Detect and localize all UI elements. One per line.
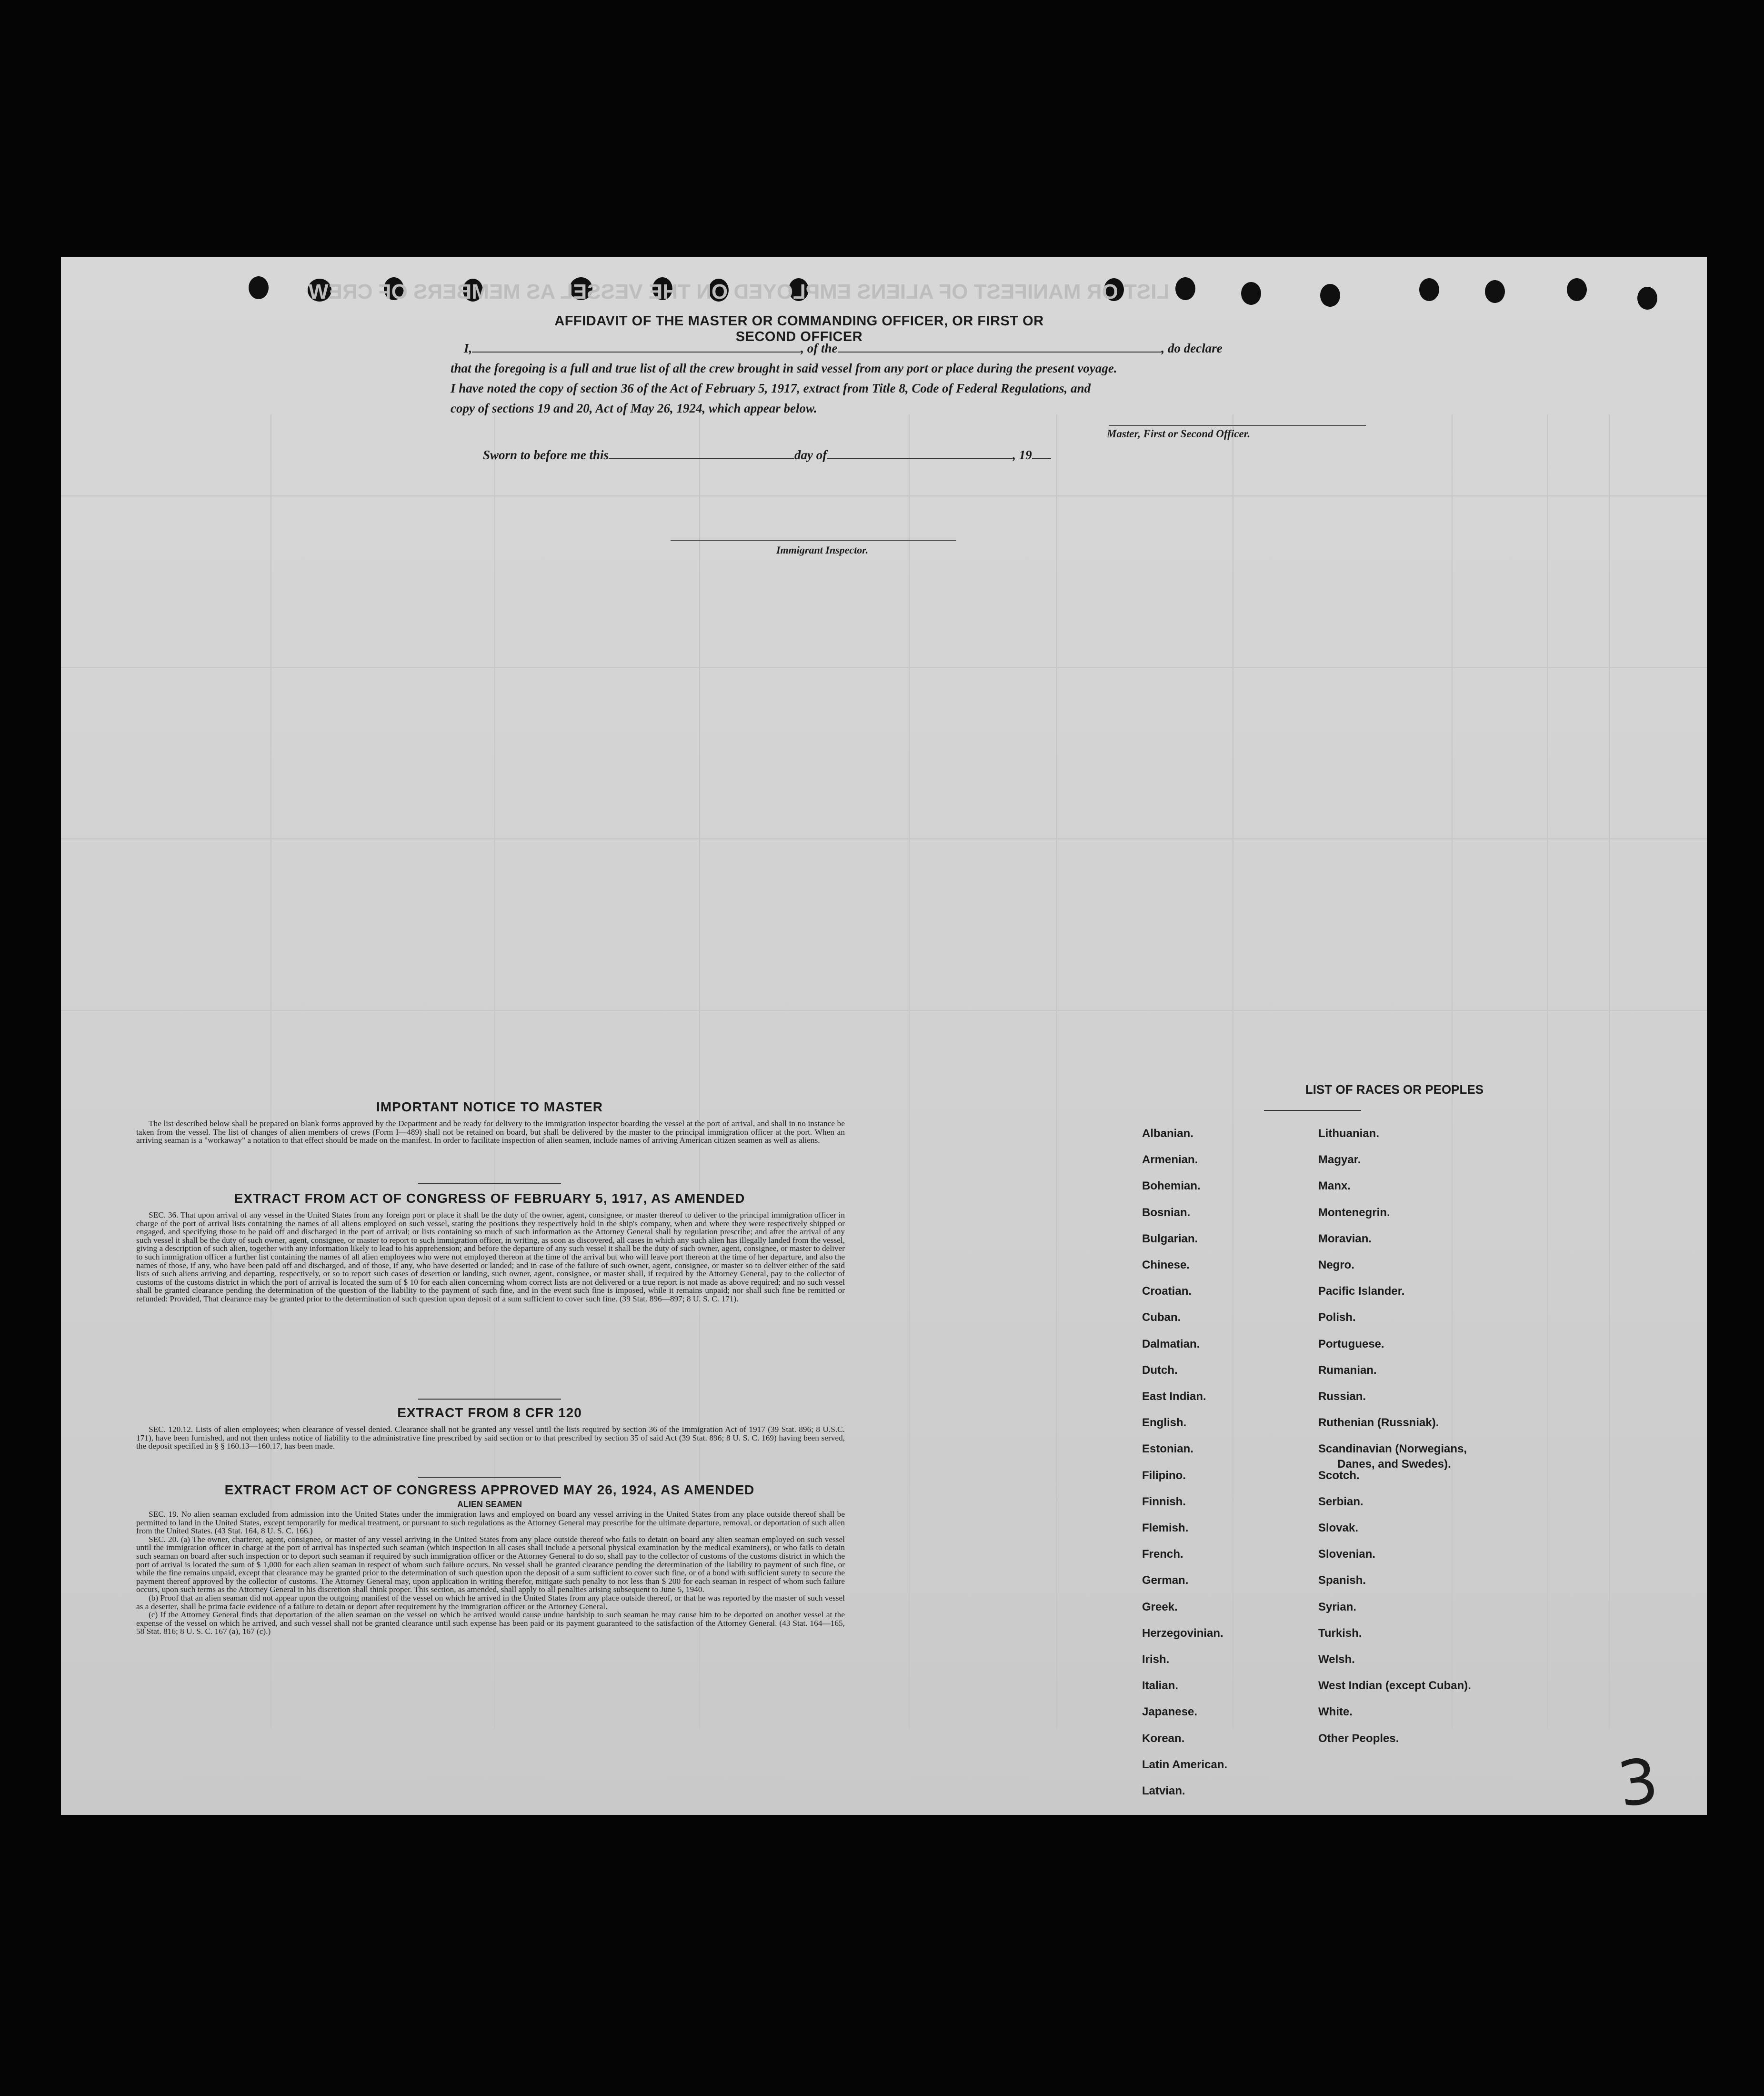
ghost-column-line: [1547, 414, 1548, 1729]
ghost-row-line: [61, 1010, 1707, 1011]
extract-cfr-title: EXTRACT FROM 8 CFR 120: [397, 1405, 582, 1420]
master-signature-line: [1109, 425, 1366, 426]
punch-hole: [1485, 280, 1505, 303]
master-name-blank: [472, 341, 801, 353]
races-title: LIST OF RACES OR PEOPLES: [1305, 1082, 1484, 1097]
race-entry: Chinese.: [1142, 1259, 1190, 1271]
punch-hole: [1419, 278, 1439, 301]
race-entry: Polish.: [1318, 1311, 1356, 1324]
race-entry: Russian.: [1318, 1390, 1366, 1403]
race-entry: Japanese.: [1142, 1705, 1198, 1719]
race-entry: Italian.: [1142, 1679, 1179, 1693]
affidavit-text-line: copy of sections 19 and 20, Act of May 26, 1924, which appear below.: [451, 401, 817, 415]
race-entry: Bosnian.: [1142, 1206, 1191, 1219]
affidavit-text-line: I have noted the copy of section 36 of the Act of February 5, 1917, extract from Title 8, Code of Federal Regulations, and: [451, 381, 1091, 395]
bleed-through-heading: LIST OR MANIFEST OF ALIENS EMPLOYED ON THE VESSEL AS MEMBERS OF CREW: [309, 280, 1170, 303]
race-entry: Armenian.: [1142, 1153, 1198, 1167]
race-entry: West Indian (except Cuban).: [1318, 1679, 1471, 1693]
extract-1917-body: [136, 1211, 845, 1303]
punch-hole: [249, 276, 269, 299]
race-entry: Slovenian.: [1318, 1548, 1376, 1561]
extract-1924-body: [136, 1510, 845, 1636]
notice-paragraph: The list described below shall be prepared on blank forms approved by the Department and be ready for delivery to the immigration inspector boarding the vessel at the port of arrival, and shall in no instance be taken from the vessel. The list of changes of alien members of crews (Form I—489) shall not be retained on board, but shall be delivered by the master to the principal immigration officer at the port. When an arriving seaman is a "workaway" a notation to that effect should be made on the manifest. In order to facilitate inspection of alien seamen, include names of arriving American citizen seamen as well as aliens.: [136, 1119, 845, 1145]
race-entry: Turkish.: [1318, 1626, 1362, 1640]
ghost-column-line: [1056, 414, 1057, 1729]
race-entry: Magyar.: [1318, 1153, 1361, 1167]
race-entry: Welsh.: [1318, 1653, 1355, 1666]
punch-hole: [1320, 284, 1340, 307]
race-entry: White.: [1318, 1705, 1353, 1719]
race-entry: Ruthenian (Russniak).: [1318, 1416, 1439, 1430]
extract-1917-title: EXTRACT FROM ACT OF CONGRESS OF FEBRUARY 5, 1917, AS AMENDED: [234, 1191, 745, 1206]
affidavit-declare-label: , do declare: [1161, 341, 1223, 355]
section-divider: [418, 1477, 561, 1478]
affidavit-declaration-line: [464, 341, 1223, 356]
race-entry: Montenegrin.: [1318, 1206, 1390, 1219]
punch-hole: [1637, 287, 1657, 310]
race-entry: Slovak.: [1318, 1522, 1359, 1534]
master-signature-label: Master, First or Second Officer.: [1107, 428, 1251, 440]
race-entry: Rumanian.: [1318, 1363, 1377, 1377]
race-entry: Other Peoples.: [1318, 1732, 1399, 1745]
race-entry: Korean.: [1142, 1732, 1185, 1745]
race-entry: Flemish.: [1142, 1522, 1189, 1534]
extract-1924-subtitle: ALIEN SEAMEN: [457, 1500, 522, 1509]
race-entry: Herzegovinian.: [1142, 1626, 1223, 1640]
race-entry: Dutch.: [1142, 1363, 1178, 1377]
section-divider: [418, 1399, 561, 1400]
race-entry: Danes, and Swedes).: [1337, 1458, 1451, 1471]
ghost-row-line: [61, 838, 1707, 839]
race-entry: German.: [1142, 1574, 1189, 1587]
race-entry: Negro.: [1318, 1259, 1355, 1271]
extract-1917-paragraph: SEC. 36. That upon arrival of any vessel in the United States from any foreign port or place it shall be the duty of the owner, agent, consignee, or master thereof to deliver to the principal immigration officer in charge of the port of arrival lists containing the names of all aliens employed on such vessel, stating the positions they respectively hold in the ship's company, when and where they were respectively shipped or engaged, and specifying those to be paid off and discharged in the port of arrival; or lists containing so much of such information as the Attorney General shall by regulation prescribe; and after the arrival of any such vessel it shall be the duty of such owner, agent, consignee, or master to report to such immigration officer, in writing, as soon as discovered, all cases in which any such alien has illegally landed from the vessel, giving a description of such alien, together with any information likely to lead to his apprehension; and before the departure of any such vessel it shall be the duty of such owner, agent, consignee, or master to deliver to such immigration officer a further list containing the names of all alien employees who were not employed thereon at the time of the arrival but who will leave port thereon at the time of her departure, and also the names of those, if any, who have been paid off and discharged, and of those, if any, who have deserted or landed; and in case of the failure of such owner, agent, consignee, or master so to deliver either of the said lists of such aliens arriving and departing, respectively, or so to report such cases of desertion or landing, such owner, agent, consignee, or master shall, if required by the Attorney General, pay to the collector of customs of the customs district in which the port of arrival is located the sum of $ 10 for each alien concerning whom correct lists are not delivered or a true report is not made as above required; and no such vessel shall be granted clearance pending the determination of the question of the liability to the payment of such fine, and in the event such fine is imposed, while it remains unpaid; nor shall such fine be remitted or refunded: Provided, That clearance may be granted prior to the determination of such question upon deposit of a sum sufficient to cover such fine. (39 Stat. 896—897; 8 U. S. C. 171).: [136, 1210, 845, 1303]
ghost-row-line: [61, 667, 1707, 668]
document-sheet: [61, 257, 1707, 1822]
affidavit-text-line: that the foregoing is a full and true list of all the crew brought in said vessel from any port or place during the present voyage.: [451, 361, 1117, 375]
ghost-column-line: [909, 414, 910, 1729]
race-entry: Filipino.: [1142, 1469, 1186, 1482]
races-title-underline: [1264, 1110, 1361, 1111]
vessel-name-blank: [838, 341, 1162, 353]
race-entry: Latin American.: [1142, 1758, 1228, 1771]
race-entry: Scandinavian (Norwegians,: [1318, 1442, 1467, 1456]
race-entry: Pacific Islander.: [1318, 1285, 1405, 1298]
race-entry: Estonian.: [1142, 1442, 1194, 1456]
section-divider: [418, 1183, 561, 1184]
handwritten-page-number: 3: [1613, 1743, 1663, 1822]
race-entry: Manx.: [1318, 1179, 1351, 1193]
extract-1924-title: EXTRACT FROM ACT OF CONGRESS APPROVED MAY 26, 1924, AS AMENDED: [224, 1482, 755, 1497]
race-entry: East Indian.: [1142, 1390, 1206, 1403]
race-entry: Bohemian.: [1142, 1179, 1201, 1193]
sec-20c-paragraph: (c) If the Attorney General finds that deportation of the alien seaman on the vessel on which he arrived would cause undue hardship to such seaman he may cause him to be deported on another vessel at the expense of the vessel on which he arrived, and such vessel shall not be granted clearance until such expense has been paid or its payment guaranteed to the satisfaction of the Attorney General. (43 Stat. 164—165, 58 Stat. 816; 8 U. S. C. 167 (a), 167 (c).): [136, 1610, 845, 1636]
extract-cfr-body: [136, 1425, 845, 1451]
race-entry: French.: [1142, 1548, 1183, 1561]
year-label: , 19: [1012, 448, 1032, 462]
affidavit-of-the-label: , of the: [801, 341, 838, 355]
punch-hole: [1241, 282, 1261, 305]
sworn-day-blank: [609, 448, 794, 459]
ghost-column-line: [1609, 414, 1610, 1729]
sworn-label: Sworn to before me this: [483, 448, 609, 462]
race-entry: Dalmatian.: [1142, 1337, 1200, 1350]
race-entry: Croatian.: [1142, 1285, 1192, 1298]
sec-20a-paragraph: SEC. 20. (a) The owner, charterer, agent, consignee, or master of any vessel arriving in the United States from any place outside thereof who fails to detain on board any alien seaman employed on such vessel until the immigration officer in charge at the port of arrival has inspected such seaman (which inspection in all cases shall include a personal physical examination by the medical examiners), or who fails to detain such seaman on board after such inspection or to deport such seaman if required by such immigration officer or the Attorney General to do so, shall pay to the collector of customs of the customs district in which the port of arrival is located the sum of $ 1,000 for each alien seaman in respect of whom such failure occurs. No vessel shall be granted clearance pending the determination of the liability to payment of such fine, or while the fine remains unpaid, except that clearance may be granted prior to the determination of such question upon the deposit of a sum sufficient to cover such fine, or of a bond with sufficient surety to secure the payment thereof approved by the collector of customs. The Attorney General may, upon application in writing therefor, mitigate such penalty to not less than $ 200 for each seaman in respect of whom such failure occurs, upon such terms as the Attorney General in his discretion shall think proper. This section, as amended, shall apply to all penalties arising subsequent to June 5, 1940.: [136, 1534, 845, 1594]
notice-title: IMPORTANT NOTICE TO MASTER: [376, 1099, 603, 1114]
sec-19-paragraph: SEC. 19. No alien seaman excluded from admission into the United States under the immigration laws and employed on board any vessel arriving in the United States from any place outside thereof shall be permitted to land in the United States, except temporarily for medical treatment, or pursuant to such regulations as the Attorney General may prescribe for the ultimate departure, removal, or deportation of such alien from the United States. (43 Stat. 164, 8 U. S. C. 166.): [136, 1510, 845, 1536]
punch-hole: [1175, 277, 1195, 300]
sworn-month-blank: [827, 448, 1012, 459]
race-entry: Greek.: [1142, 1600, 1178, 1613]
sworn-line: [483, 448, 1051, 463]
extract-cfr-paragraph: SEC. 120.12. Lists of alien employees; when clearance of vessel denied. Clearance shall not be granted any vessel until the lists required by section 36 of the Immigration Act of 1917 (39 Stat. 896; 8 U.S.C. 171), have been furnished, and not then unless notice of liability to the administrative fine prescribed by said section or to that prescribed by section 35 of said Act (39 Stat. 896; 8 U. S. C. 169) having been served, the deposit specified in § § 160.13—160.17, has been made.: [136, 1425, 845, 1451]
race-entry: Syrian.: [1318, 1600, 1357, 1613]
inspector-signature-line: [671, 540, 956, 541]
race-entry: Irish.: [1142, 1653, 1170, 1666]
race-entry: Scotch.: [1318, 1469, 1360, 1482]
race-entry: Serbian.: [1318, 1495, 1363, 1508]
race-entry: Lithuanian.: [1318, 1127, 1379, 1140]
notice-body: [136, 1119, 845, 1145]
sec-20b-paragraph: (b) Proof that an alien seaman did not appear upon the outgoing manifest of the vessel on which he arrived in the United States from any place outside thereof, or that he was reported by the master of such vessel as a deserter, shall be prima facie evidence of a failure to detain or deport after requirement by the immigration officer or the Attorney General.: [136, 1593, 845, 1611]
race-entry: Finnish.: [1142, 1495, 1186, 1508]
sworn-year-blank: [1032, 448, 1051, 459]
race-entry: Cuban.: [1142, 1311, 1181, 1324]
day-of-label: day of: [794, 448, 827, 462]
affidavit-i-label: I,: [464, 341, 472, 355]
race-entry: Latvian.: [1142, 1784, 1185, 1797]
race-entry: Portuguese.: [1318, 1337, 1384, 1350]
race-entry: Moravian.: [1318, 1232, 1372, 1245]
inspector-label: Immigrant Inspector.: [776, 544, 869, 556]
affidavit-title: AFFIDAVIT OF THE MASTER OR COMMANDING OFFICER, OR FIRST OR SECOND OFFICER: [554, 313, 1044, 344]
race-entry: English.: [1142, 1416, 1187, 1430]
ghost-row-line: [61, 495, 1707, 496]
ghost-column-line: [1452, 414, 1453, 1729]
race-entry: Bulgarian.: [1142, 1232, 1198, 1245]
race-entry: Albanian.: [1142, 1127, 1194, 1140]
punch-hole: [1567, 278, 1587, 301]
race-entry: Spanish.: [1318, 1574, 1366, 1587]
